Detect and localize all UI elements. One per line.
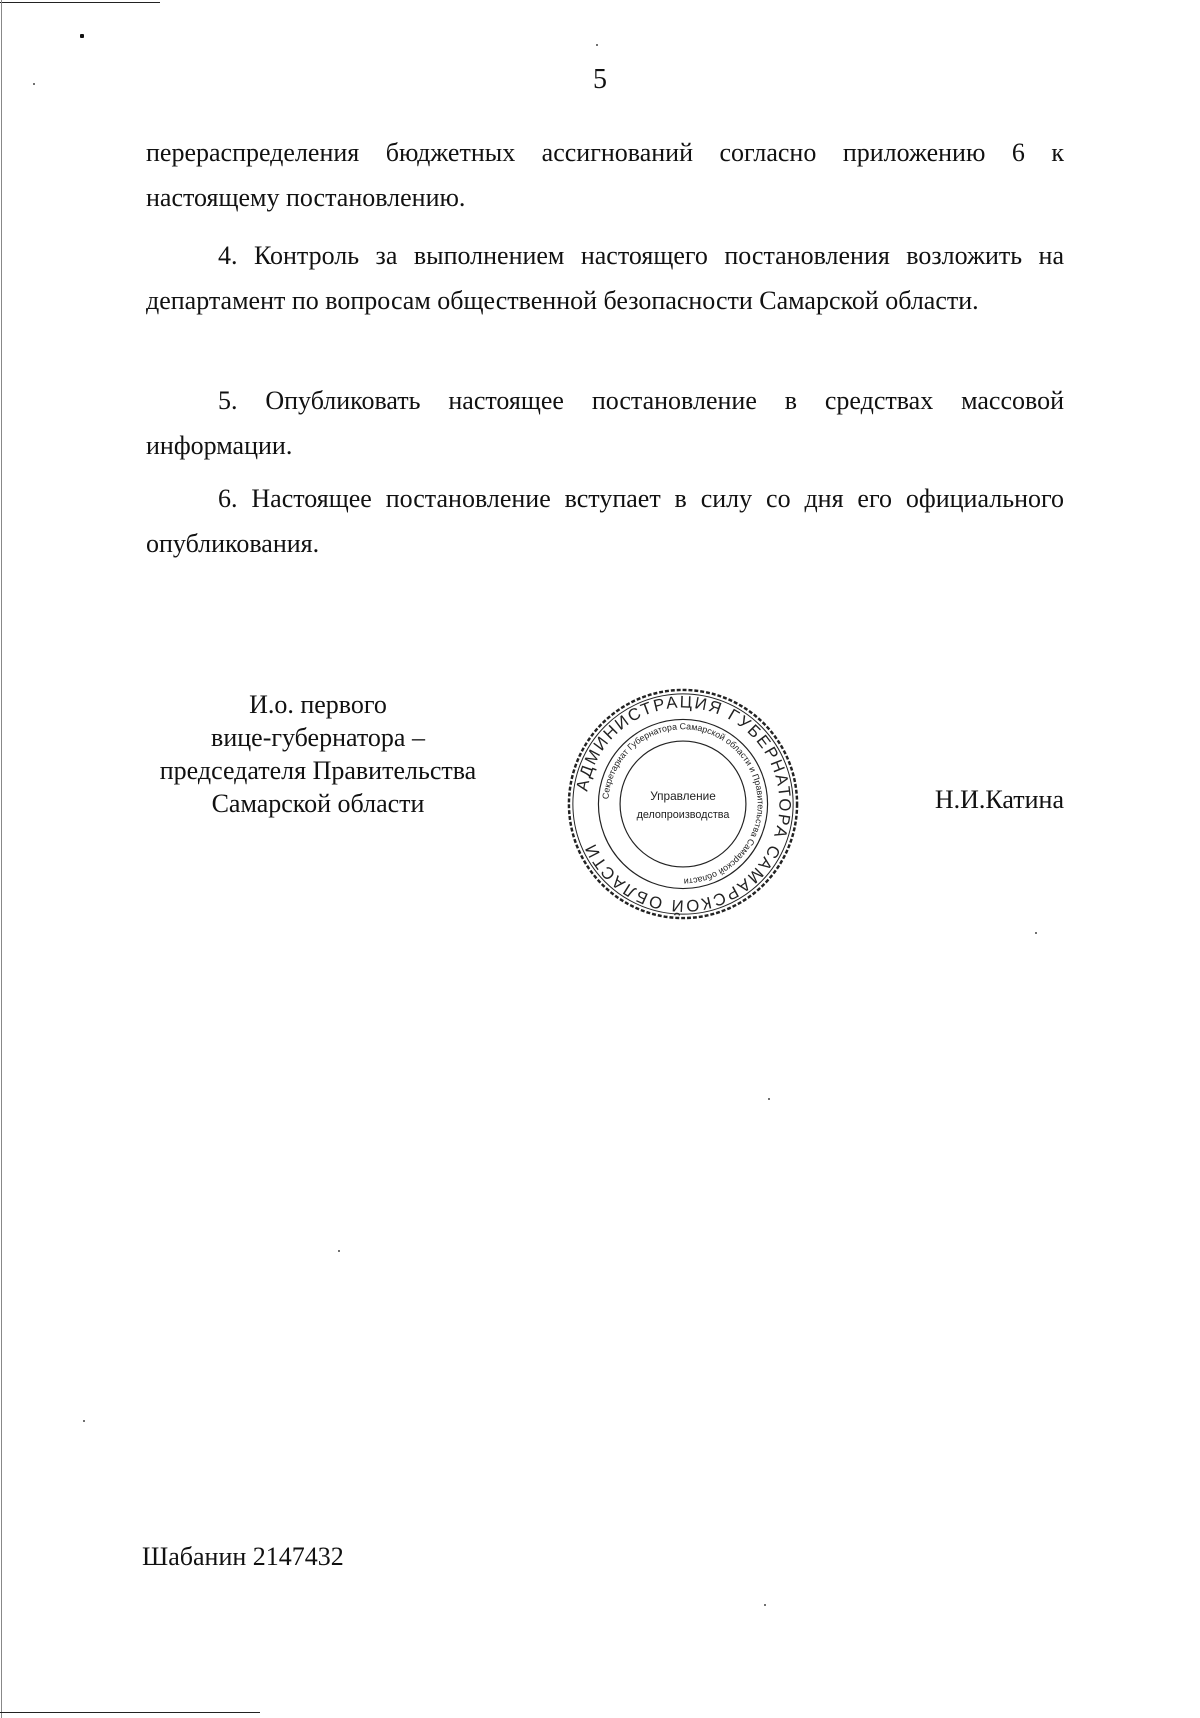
paragraph-4 — [146, 476, 1064, 566]
stamp-middle-ring — [598, 719, 767, 888]
stamp-center-line-1: Управление — [650, 789, 716, 804]
position-line: И.о. первого — [249, 690, 387, 719]
paragraph-1 — [146, 130, 1064, 220]
paragraph-3 — [146, 378, 1064, 468]
scan-edge-bottom — [0, 1712, 260, 1713]
paragraph-text: 5. Опубликовать настоящее постановление в средствах массовой информации. — [146, 386, 1064, 460]
stamp-inner-ring — [620, 741, 746, 867]
signer-name: Н.И.Катина — [934, 785, 1064, 814]
position-line: Самарской области — [211, 789, 425, 818]
official-stamp — [565, 686, 801, 922]
stamp-center-line-2: делопроизводства — [636, 808, 730, 821]
scan-speck — [1035, 932, 1037, 934]
stamp-inner-ring-text: Секретариат Губернатора Самарской области и Правительства Самарской области — [600, 721, 766, 887]
signatory-position — [138, 688, 498, 820]
paragraph-text: 6. Настоящее постановление вступает в силу со дня его официального опубликования. — [146, 484, 1064, 558]
scan-edge-top — [0, 2, 160, 3]
scan-speck — [768, 1098, 770, 1100]
page-number: 5 — [593, 64, 607, 95]
scan-speck — [80, 34, 84, 38]
scan-edge-left — [1, 0, 2, 1718]
position-line: вице-губернатора – — [211, 723, 425, 752]
scan-speck — [338, 1250, 340, 1252]
paragraph-text: 4. Контроль за выполнением настоящего постановления возложить на департамент по вопросам общественной безопасности Самарской области. — [146, 241, 1064, 315]
position-line: председателя Правительства — [159, 756, 477, 785]
scan-speck — [596, 44, 598, 46]
paragraph-2 — [146, 233, 1064, 323]
executor-footer: Шабанин 2147432 — [142, 1542, 344, 1571]
scan-speck — [764, 1604, 766, 1606]
paragraph-text: перераспределения бюджетных ассигнований согласно приложению 6 к настоящему постановлению. — [146, 138, 1064, 212]
scan-speck — [83, 1420, 85, 1422]
stamp-outer-text: АДМИНИСТРАЦИЯ ГУБЕРНАТОРА САМАРСКОЙ ОБЛАСТИ — [572, 692, 795, 916]
